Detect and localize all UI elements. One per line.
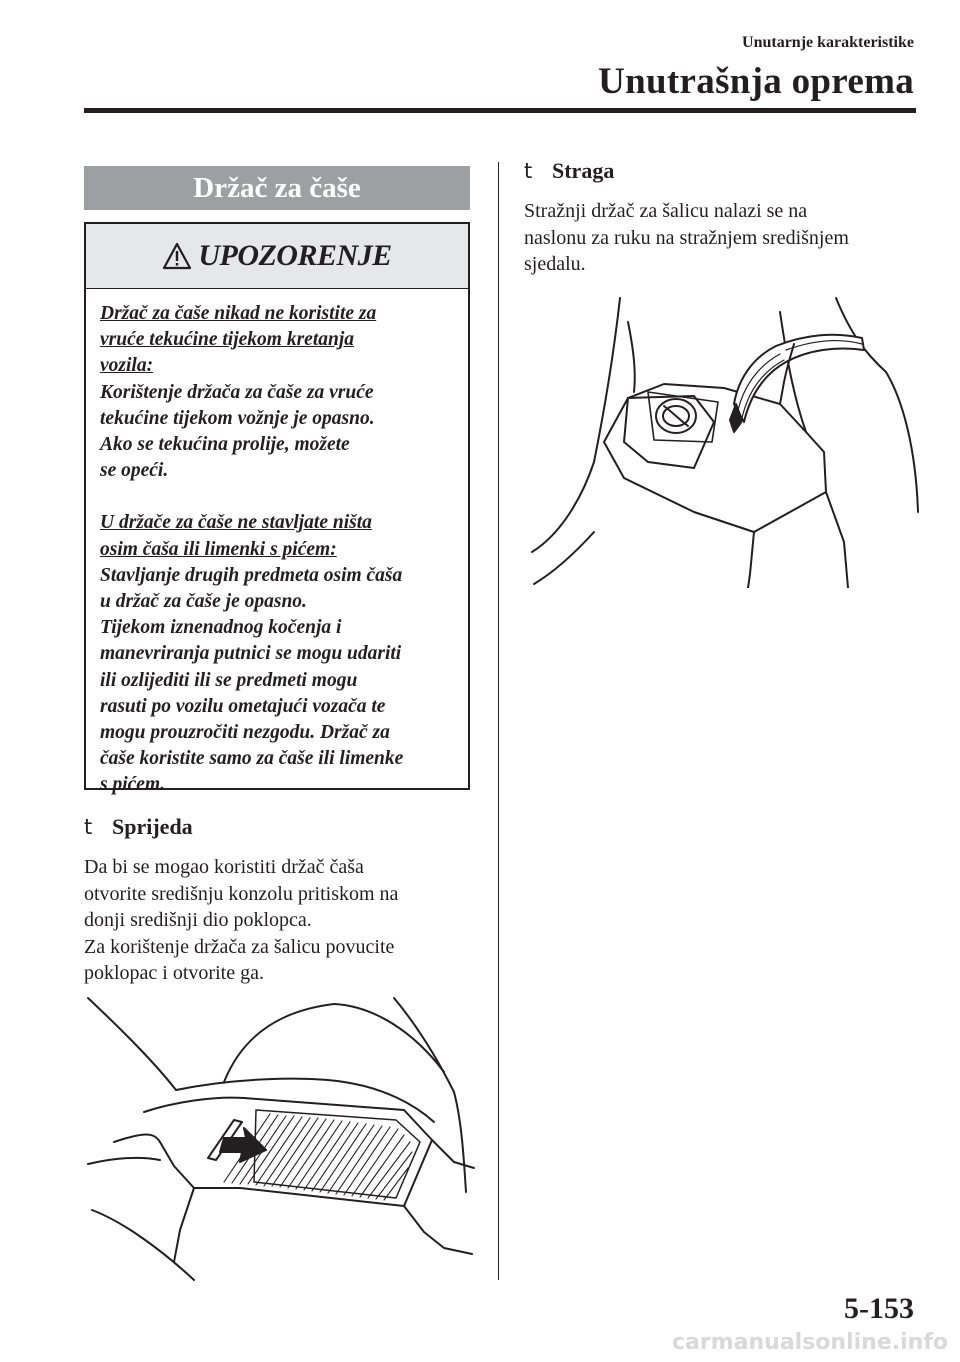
front-line: Da bi se mogao koristiti držač čaša — [84, 856, 364, 878]
warning-box — [84, 222, 470, 796]
front-paragraph — [84, 854, 398, 987]
warning-text-2-line: Tijekom iznenadnog kočenja i — [100, 617, 342, 639]
section-title: Držač za čaše — [84, 166, 470, 210]
warning-text-2-line: rasuti po vozilu ometajući vozača te — [100, 695, 386, 717]
warning-triangle-icon — [162, 242, 192, 270]
warning-text-1-line: Korištenje držača za čaše za vruće — [100, 381, 374, 403]
front-bullet: t — [84, 815, 93, 839]
front-heading-text: Sprijeda — [112, 814, 193, 839]
header-title: Unutrašnja oprema — [598, 61, 914, 102]
header-rule — [84, 108, 916, 113]
front-console-illustration — [84, 992, 476, 1284]
rear-heading — [524, 158, 614, 184]
warning-heading-1-line: vruće tekućine tijekom kretanja — [100, 329, 355, 351]
warning-header — [86, 224, 468, 289]
footer-watermark: carmanualsonline.info — [672, 1330, 948, 1355]
header-section: Unutarnje karakteristike — [742, 34, 914, 51]
front-heading — [84, 814, 193, 840]
front-line: otvorite središnju konzolu pritiskom na — [84, 882, 399, 905]
rear-line: sjedalu. — [524, 253, 586, 275]
warning-label: UPOZORENJE — [198, 239, 392, 272]
rear-bullet: t — [524, 159, 533, 183]
warning-text-2-line: čaše koristite samo za čaše ili limenke — [100, 748, 404, 770]
warning-heading-2-line: osim čaša ili limenki s pićem: — [100, 538, 337, 560]
front-line: Za korištenje držača za šalicu povucite — [84, 935, 395, 958]
warning-text-2-line: mogu prouzročiti nezgodu. Držač za — [100, 722, 390, 744]
rear-paragraph — [524, 198, 849, 278]
warning-text-2-line: ili ozlijediti ili se predmeti mogu — [100, 669, 358, 691]
warning-heading-1-line: Držač za čaše nikad ne koristite za — [100, 303, 377, 324]
warning-text-1-line: Ako se tekućina prolije, možete — [100, 434, 350, 456]
warning-text-1-line: tekućine tijekom vožnje je opasno. — [100, 407, 375, 429]
warning-text-1-line: se opeći. — [100, 460, 169, 482]
warning-heading-2-line: U držače za čaše ne stavljate ništa — [100, 512, 372, 534]
front-line: donji središnji dio poklopca. — [84, 909, 312, 931]
rear-armrest-illustration — [524, 292, 920, 588]
warning-body — [86, 289, 468, 799]
rear-heading-text: Straga — [552, 158, 615, 183]
warning-text-2-line: Stavljanje drugih predmeta osim čaša — [100, 564, 403, 586]
warning-text-2-line: u držač za čaše je opasno. — [100, 591, 307, 613]
warning-text-2-line: manevriranja putnici se mogu udariti — [100, 643, 402, 665]
warning-heading-1-line: vozila: — [100, 355, 154, 377]
page-number: 5-153 — [844, 1292, 914, 1325]
column-divider — [498, 162, 499, 1280]
front-line: poklopac i otvorite ga. — [84, 962, 264, 984]
rear-line: Stražnji držač za šalicu nalazi se na — [524, 200, 808, 222]
warning-text-2-line: s pićem. — [100, 774, 165, 796]
rear-line: naslonu za ruku na stražnjem središnjem — [524, 226, 849, 249]
